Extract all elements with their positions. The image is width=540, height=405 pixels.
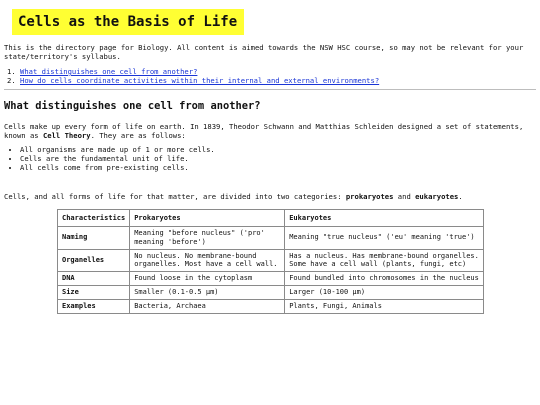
prokaryote-cell: Bacteria, Archaea: [130, 299, 285, 313]
row-label: Naming: [58, 227, 130, 250]
toc-link-coordinate[interactable]: How do cells coordinate activities within their internal and external environments?: [20, 76, 380, 86]
comparison-table: [57, 209, 484, 314]
column-header: Characteristics: [58, 210, 130, 227]
eukaryote-cell: Plants, Fungi, Animals: [285, 299, 484, 313]
toc-item: [20, 76, 379, 85]
table-header-row: [58, 210, 484, 227]
prokaryote-cell: Found loose in the cytoplasm: [130, 272, 285, 286]
para2-and: and: [393, 192, 416, 201]
para2-text: Cells, and all forms of life for that matter, are divided into two categories:: [4, 192, 346, 201]
page-title: Cells as the Basis of Life: [12, 9, 244, 35]
para1-text-end: . They are as follows:: [90, 131, 186, 141]
list-item: • All organisms are made up of 1 or more cells.: [20, 145, 215, 154]
row-label: Size: [58, 285, 130, 299]
toc-item: [20, 67, 379, 76]
table-row: [58, 285, 484, 299]
column-header: Eukaryotes: [285, 210, 484, 227]
cell-theory-paragraph: [4, 122, 534, 141]
table-of-contents: [4, 67, 379, 86]
table-row: [58, 299, 484, 313]
eukaryote-cell: Larger (10-100 μm): [285, 285, 484, 299]
eukaryote-cell: Found bundled into chromosomes in the nucleus: [285, 272, 484, 286]
list-item: • Cells are the fundamental unit of life.: [20, 154, 215, 163]
column-header: Prokaryotes: [130, 210, 285, 227]
cell-theory-term: Cell Theory: [42, 131, 91, 141]
intro-text: This is the directory page for Biology. All content is aimed towards the NSW HSC course, so may not be relevant for your state/territory's syllabus.: [4, 43, 524, 62]
table-row: [58, 249, 484, 272]
section-divider: [4, 89, 536, 90]
prokaryotes-term: prokaryotes: [345, 192, 394, 201]
section-heading: What distinguishes one cell from another?: [4, 100, 261, 112]
row-label: Examples: [58, 299, 130, 313]
cell-theory-list: [4, 145, 215, 172]
eukaryote-cell: Has a nucleus. Has membrane-bound organelles. Some have a cell wall (plants, fungi, etc): [285, 249, 484, 272]
table-row: [58, 272, 484, 286]
table-row: [58, 227, 484, 250]
row-label: Organelles: [58, 249, 130, 272]
para2-end: .: [458, 192, 463, 201]
toc-link-distinguish[interactable]: What distinguishes one cell from another?: [20, 67, 198, 76]
prokaryote-cell: Smaller (0.1-0.5 μm): [130, 285, 285, 299]
page-title-wrap: [12, 9, 244, 35]
list-item: • All cells come from pre-existing cells.: [20, 163, 215, 172]
prokaryote-cell: No nucleus. No membrane-bound organelles. Most have a cell wall.: [130, 249, 285, 272]
categories-paragraph: [4, 192, 534, 201]
para1-text: Cells make up every form of life on earth. In 1839, Theodor Schwann and Matthias Schleiden designed a set of statements, known as: [4, 122, 524, 141]
row-label: DNA: [58, 272, 130, 286]
eukaryote-cell: Meaning "true nucleus" ('eu' meaning 'true'): [285, 227, 484, 250]
prokaryote-cell: Meaning "before nucleus" ('pro' meaning 'before'): [130, 227, 285, 250]
eukaryotes-term: eukaryotes: [415, 192, 459, 201]
